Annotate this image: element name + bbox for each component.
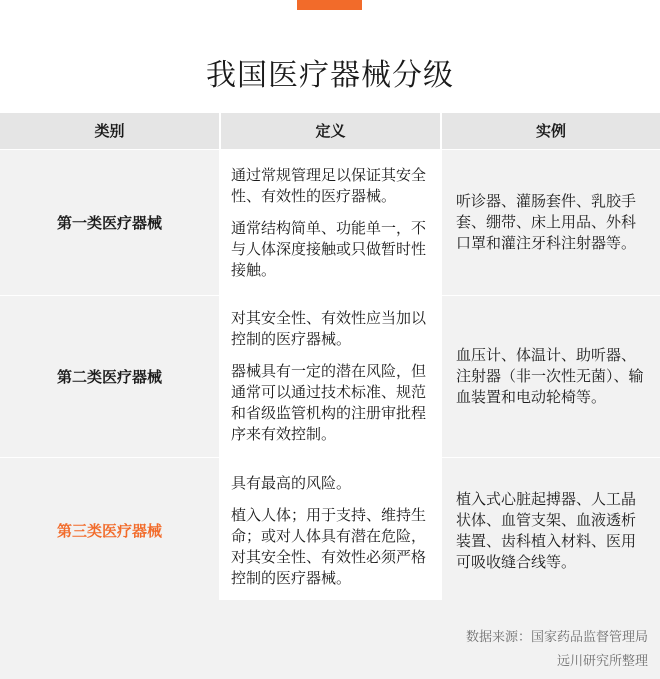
examples-cell: 血压计、体温计、助听器、注射器（非一次性无菌）、输血装置和电动轮椅等。 xyxy=(442,296,660,457)
definition-text: 对其安全性、有效性应当加以控制的医疗器械。 xyxy=(231,309,427,348)
examples-cell: 植入式心脏起搏器、人工晶状体、血管支架、血液透析装置、齿科植入材料、医用可吸收缝合线等。 xyxy=(442,458,660,603)
category-cell: 第一类医疗器械 xyxy=(0,150,219,295)
source-note: 数据来源：国家药品监督管理局 xyxy=(465,630,648,645)
definition-text: 通常结构简单、功能单一，不与人体深度接触或只做暂时性接触。 xyxy=(231,218,427,279)
category-cell: 第二类医疗器械 xyxy=(0,296,219,457)
examples-cell: 听诊器、灌肠套件、乳胶手套、绷带、床上用品、外科口罩和灌注牙科注射器等。 xyxy=(442,150,660,295)
header-examples: 实例 xyxy=(442,113,660,149)
accent-bar xyxy=(297,0,362,10)
credit-note: 远川研究所整理 xyxy=(556,654,648,669)
category-cell-highlighted: 第三类医疗器械 xyxy=(0,458,219,603)
definition-cell xyxy=(221,296,440,457)
header-definition: 定义 xyxy=(221,113,440,149)
table-row xyxy=(0,150,660,296)
classification-table xyxy=(0,113,660,604)
definition-text: 通过常规管理足以保证其安全性、有效性的医疗器械。 xyxy=(231,165,427,205)
table-header-row xyxy=(0,113,660,150)
definition-text: 器械具有一定的潜在风险，但通常可以通过技术标准、规范和省级监管机构的注册审批程序来有效控制。 xyxy=(231,362,427,443)
definition-cell xyxy=(221,150,440,295)
page-title: 我国医疗器械分级 xyxy=(206,58,454,93)
definition-text: 植入人体；用于支持、维持生命；或对人体具有潜在危险，对其安全性、有效性必须严格控制的医疗器械。 xyxy=(231,505,427,587)
definition-cell xyxy=(221,458,440,603)
table-row xyxy=(0,458,660,604)
table-row xyxy=(0,296,660,458)
footer xyxy=(0,600,660,679)
header-category: 类别 xyxy=(0,113,219,149)
definition-text: 具有最高的风险。 xyxy=(231,473,352,492)
